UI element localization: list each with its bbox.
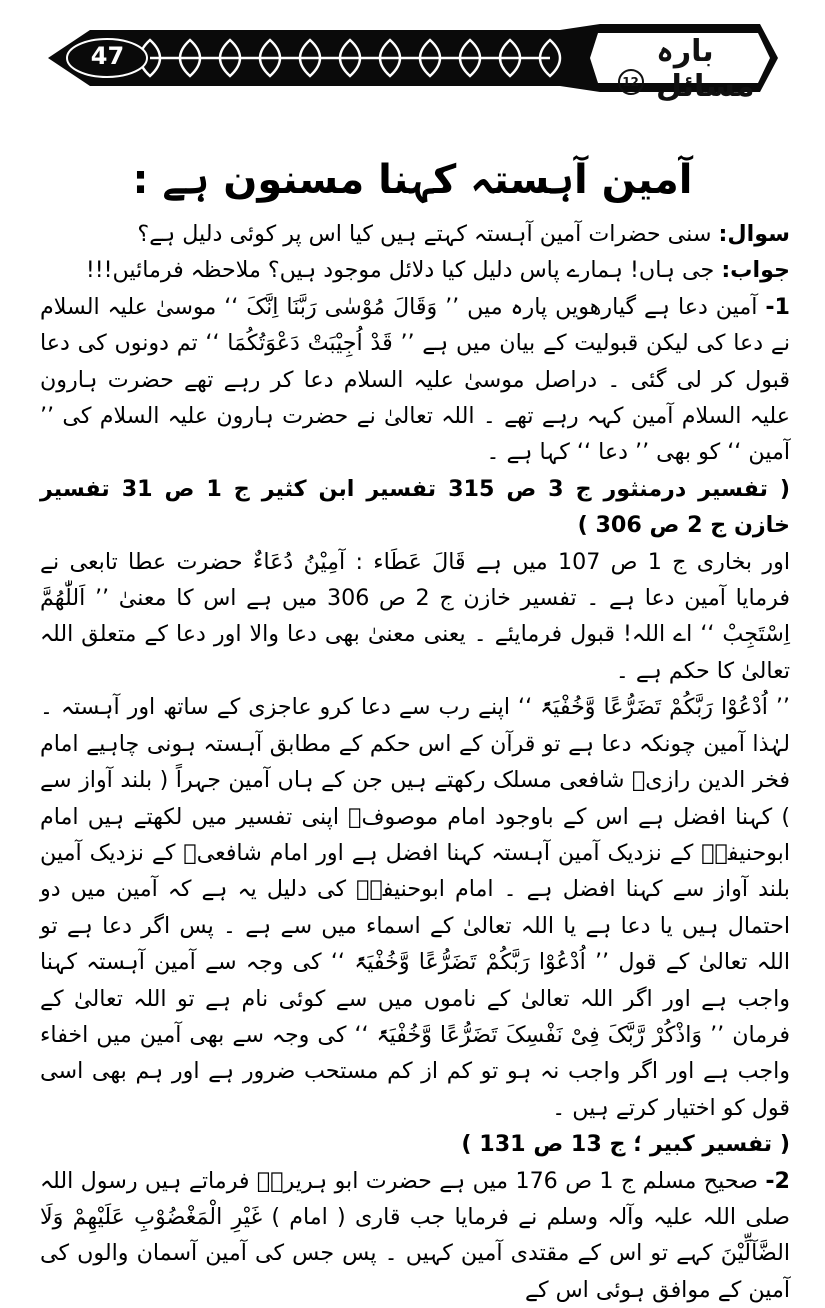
- question-text: سنی حضرات آمین آہستہ کہتے ہیں کیا اس پر کوئی دلیل ہے؟: [137, 221, 712, 247]
- answer-text: جی ہاں! ہمارے پاس دلیل کیا دلائل موجود ہیں؟ ملاحظہ فرمائیں!!!: [85, 257, 715, 284]
- question-label: سوال:: [718, 221, 790, 247]
- section-2-text: صحیح مسلم ج 1 ص 176 میں ہے حضرت ابو ہریرہؓ فرماتے ہیں رسول اللہ صلی اللہ علیہ وآلہ وسلم نے فرمایا جب قاری ( امام ) غَیْرِ الْمَغْضُوْبِ عَلَیْھِمْ وَلَا الضَّآلِّیْنَ کہے تو اس کے مقتدی آمین کہیں ۔ پس جس کی آمین آسمان والوں کی آمین کے موافق ہوئی اس کے: [40, 1167, 790, 1303]
- brand-text: بارہ مسائل: [656, 34, 755, 104]
- section-2-number: 2-: [765, 1167, 790, 1194]
- section-1-number: 1-: [765, 293, 790, 320]
- brand-number-badge: 12: [618, 69, 644, 95]
- book-brand: [610, 34, 760, 104]
- answer-label: جواب:: [721, 257, 790, 284]
- answer-line: [40, 252, 790, 288]
- page-body: [40, 216, 790, 1308]
- section-1-text: آمین دعا ہے گیارھویں پارہ میں ’’ وَقَالَ مُوْسٰی رَبَّنَا اِنَّکَ ‘‘ موسیٰ علیہ السلام نے دعا کی لیکن قبولیت کے بیان میں ہے ’’ قَدْ اُجِیْبَتْ دَعْوَتُکُمَا ‘‘ تم دونوں کی دعا قبول کر لی گئی ۔ دراصل موسیٰ علیہ السلام دعا کر رہے تھے حضرت ہارون علیہ السلام آمین کہہ رہے تھے ۔ اللہ تعالیٰ نے حضرت ہارون علیہ السلام کی ’’ آمین ‘‘ کو بھی ’’ دعا ‘‘ کہا ہے ۔: [40, 293, 790, 466]
- page-title: آمین آہستہ کہنا مسنون ہے :: [132, 157, 693, 203]
- section-1-paragraph: [40, 289, 790, 471]
- section-1-reference-2: ( تفسیر کبیر ؛ ج 13 ص 131 ): [461, 1131, 790, 1158]
- section-1-reference: ( تفسیر درمنثور ج 3 ص 315 تفسیر ابن کثیر ج 1 ص 31 تفسیر خازن ج 2 ص 306 ): [40, 475, 791, 539]
- question-line: [40, 216, 790, 252]
- page-header: [0, 0, 825, 120]
- section-1-para-2: اور بخاری ج 1 ص 107 میں ہے قَالَ عَطَاء : آمِیْنُ دُعَاءٌ حضرت عطا تابعی نے فرمایا آمین دعا ہے ۔ تفسیر خازن ج 2 ص 306 میں ہے اس کا معنیٰ ’’ اَللّٰھُمَّ اِسْتَجِبْ ‘‘ اے اللہ! قبول فرمایئے ۔ یعنی معنیٰ بھی دعا والا اور دعا کے متعلق اللہ تعالیٰ کا حکم ہے ۔: [40, 548, 790, 684]
- section-2-paragraph: [40, 1163, 790, 1308]
- page-number: 47: [90, 42, 125, 70]
- section-1-para-3: ’’ اُدْعُوْا رَبَّکُمْ تَضَرُّعًا وَّخُفْیَۃً ‘‘ اپنے رب سے دعا کرو عاجزی کے ساتھ اور آہستہ ۔ لہٰذا آمین چونکہ دعا ہے تو قرآن کے اس حکم کے مطابق آہستہ ہونی چاہیے امام فخر الدین رازیؒ شافعی مسلک رکھتے ہیں جن کے ہاں آمین جہراً ( بلند آواز سے ) کہنا افضل ہے اس کے باوجود امام موصوفؒ اپنی تفسیر میں لکھتے ہیں امام ابوحنیفہؒ کے نزدیک آمین آہستہ کہنا افضل ہے اور امام شافعیؒ کے نزدیک آمین بلند آواز سے کہنا افضل ہے ۔ امام ابوحنیفہؒ کی دلیل یہ ہے کہ آمین میں دو احتمال ہیں یا دعا ہے یا اللہ تعالیٰ کے اسماء میں سے ہے ۔ پس اگر دعا ہے تو اللہ تعالیٰ کے قول ’’ اُدْعُوْا رَبَّکُمْ تَضَرُّعًا وَّخُفْیَۃً ‘‘ کی وجہ سے آمین آہستہ کہنا واجب ہے اور اگر اللہ تعالیٰ کے ناموں میں سے کوئی نام ہے تو اللہ تعالیٰ کے فرمان ’’ وَاذْکُرْ رَّبَّکَ فِیْ نَفْسِکَ تَضَرُّعًا وَّخُفْیَۃً ‘‘ کی وجہ سے بھی آمین میں اخفاء واجب ہے اور اگر واجب نہ ہو تو کم از کم مستحب ضرور ہے اور ہم بھی اسی قول کو اختیار کرتے ہیں ۔: [40, 694, 790, 1121]
